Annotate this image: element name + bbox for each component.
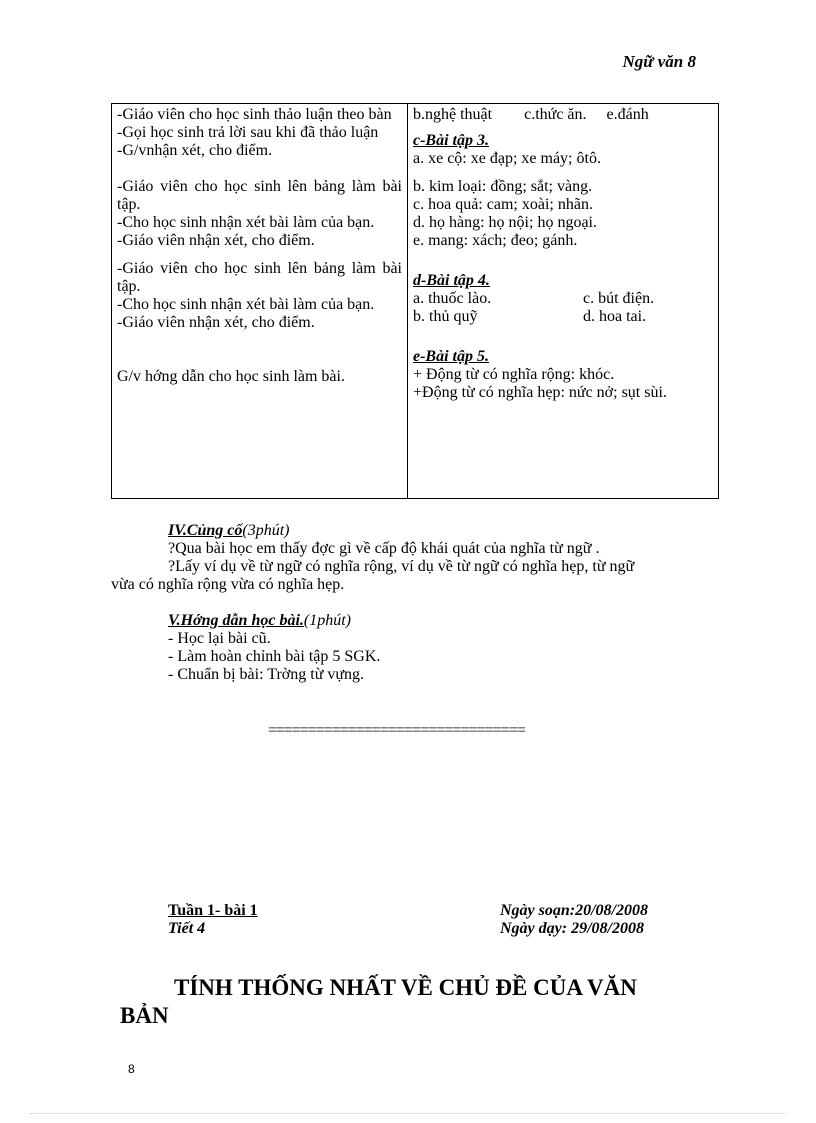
student-answer-column <box>408 104 719 499</box>
prep-date: Ngày soạn:20/08/2008 <box>500 902 648 919</box>
exercise-4-d: d. hoa tai. <box>583 308 647 325</box>
section-4-line: vừa có nghĩa rộng vừa có nghĩa hẹp. <box>111 576 345 593</box>
left-line: -Giáo viên nhận xét, cho điểm. <box>117 232 315 249</box>
section-4-line: ?Lấy ví dụ về từ ngữ có nghĩa rộng, ví dụ về từ ngữ có nghĩa hẹp, từ ngữ <box>168 558 635 575</box>
section-4-line: ?Qua bài học em thấy đợc gì về cấp độ khái quát của nghĩa từ ngữ . <box>168 540 600 557</box>
section-5-line: - Làm hoàn chỉnh bài tập 5 SGK. <box>168 648 381 665</box>
period-label: Tiết 4 <box>168 920 206 937</box>
exercise-3-line: d. họ hàng: họ nội; họ ngoại. <box>413 214 597 231</box>
page-number: 8 <box>128 1062 135 1076</box>
left-line: -Giáo viên nhận xét, cho điểm. <box>117 314 315 331</box>
section-consolidation <box>111 522 721 594</box>
exercise-4-title: d-Bài tập 4. <box>413 272 490 289</box>
exercise-3-line: e. mang: xách; đeo; gánh. <box>413 232 578 249</box>
section-4-note: (3phút) <box>242 522 290 539</box>
lesson-meta-left <box>168 902 258 938</box>
exercise-4-row <box>413 290 713 308</box>
exercise-4-b: b. thủ quỹ <box>413 308 478 325</box>
lesson-title-line2: BẢN <box>120 1003 169 1028</box>
section-4-title: IV.Củng cố <box>168 522 243 539</box>
section-5-title: V.Hớng dẫn học bài. <box>168 612 304 629</box>
exercise-4-row <box>413 308 713 326</box>
right-top-line: b.nghệ thuật c.thức ăn. e.đánh <box>413 106 649 123</box>
teacher-activity-column <box>112 104 408 499</box>
left-line: -Cho học sinh nhận xét bài làm của bạn. <box>117 214 375 231</box>
left-line: -G/vnhận xét, cho điểm. <box>117 142 273 159</box>
activity-table <box>111 103 719 499</box>
exercise-4-a: a. thuốc lào. <box>413 290 492 307</box>
lesson-title <box>120 974 637 1030</box>
exercise-5-line: +Động từ có nghĩa hẹp: nức nở; sụt sùi. <box>413 384 667 401</box>
page-header-subject: Ngữ văn 8 <box>622 52 696 71</box>
lesson-meta-right <box>500 902 648 938</box>
left-line: -Gọi học sinh trả lời sau khi đã thảo luận <box>117 124 379 141</box>
exercise-3-line: b. kim loại: đồng; sắt; vàng. <box>413 178 593 195</box>
week-label: Tuần 1- bài 1 <box>168 902 258 919</box>
exercise-4-c: c. bút điện. <box>583 290 655 307</box>
left-line: G/v hớng dẫn cho học sinh làm bài. <box>117 368 345 385</box>
left-line: -Giáo viên cho học sinh thảo luận theo bàn <box>117 106 392 123</box>
divider-line: ================================ <box>268 722 525 739</box>
section-5-line: - Học lại bài cũ. <box>168 630 271 647</box>
section-homework <box>168 612 380 684</box>
left-line: -Giáo viên cho học sinh lên bảng làm bài tập. <box>117 178 402 213</box>
left-line: -Cho học sinh nhận xét bài làm của bạn. <box>117 296 375 313</box>
lesson-title-line1: TÍNH THỐNG NHẤT VỀ CHỦ ĐỀ CỦA VĂN <box>174 975 637 1000</box>
exercise-5-title: e-Bài tập 5. <box>413 348 489 365</box>
exercise-5-line: + Động từ có nghĩa rộng: khóc. <box>413 366 615 383</box>
exercise-3-title: c-Bài tập 3. <box>413 132 489 149</box>
teach-date: Ngày dạy: 29/08/2008 <box>500 920 644 937</box>
exercise-3-line: a. xe cộ: xe đạp; xe máy; ôtô. <box>413 150 601 167</box>
section-5-note: (1phút) <box>303 612 351 629</box>
left-line: -Giáo viên cho học sinh lên bảng làm bài tập. <box>117 260 402 295</box>
page-bottom-border <box>30 1113 786 1114</box>
exercise-3-line: c. hoa quả: cam; xoài; nhãn. <box>413 196 593 213</box>
section-5-line: - Chuẩn bị bài: Trờng từ vựng. <box>168 666 365 683</box>
